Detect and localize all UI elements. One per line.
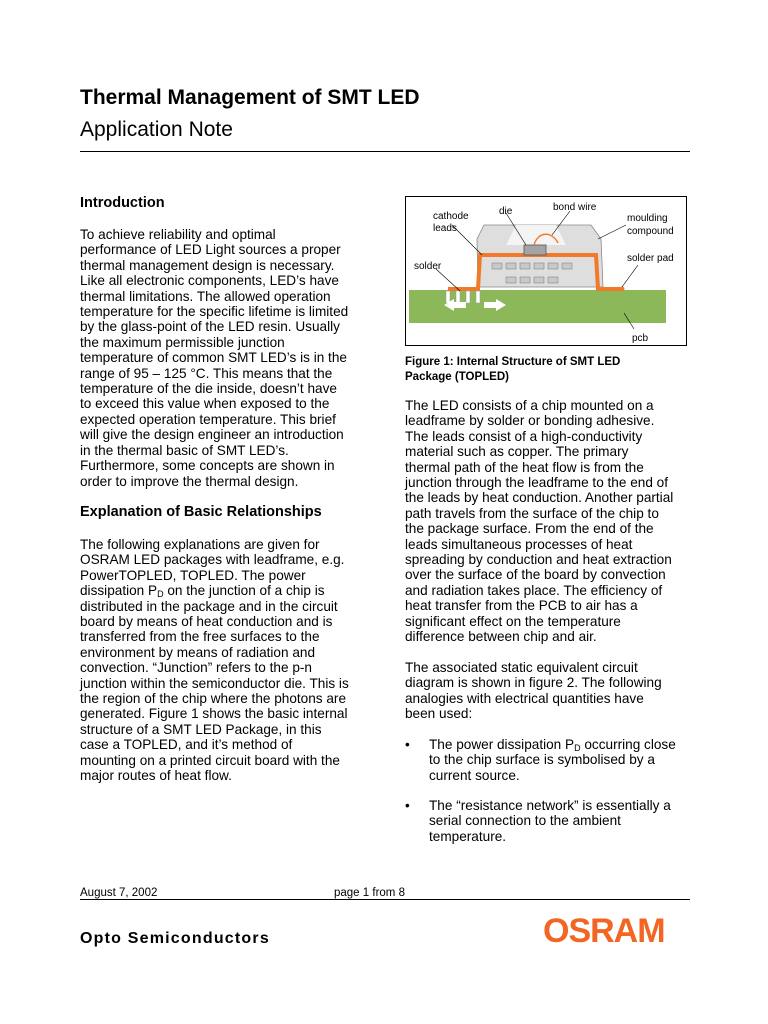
pad: [562, 263, 572, 269]
text-line: Furthermore, some concepts are shown in: [80, 458, 335, 474]
label-moulding: moulding: [627, 213, 668, 224]
caption-line: Package (TOPLED): [405, 371, 509, 383]
text-line: thermal limitations. The allowed operation: [80, 288, 331, 304]
die: [524, 245, 546, 255]
text-line: To achieve reliability and optimal: [80, 227, 276, 242]
text-line: the region of the chip where the photons are: [80, 691, 347, 707]
footer-divider: [80, 899, 690, 900]
pad: [520, 263, 530, 269]
label-pcb: pcb: [632, 333, 649, 344]
text-line: serial connection to the ambient: [429, 813, 621, 829]
subscript: D: [574, 743, 581, 753]
text-line: diagram is shown in figure 2. The following: [405, 675, 662, 691]
title-divider: [80, 151, 690, 152]
footer-date: August 7, 2002: [80, 887, 158, 899]
label-bond-wire: bond wire: [553, 202, 597, 213]
text-line: temperature.: [429, 828, 507, 844]
bullet-item: [405, 798, 705, 848]
text-line: to exceed this value when exposed to the: [80, 396, 330, 412]
text-fragment: The power dissipation P: [429, 737, 575, 752]
text-line: OSRAM LED packages with leadframe, e.g.: [80, 552, 345, 568]
solder-joint: [466, 291, 470, 303]
document-subtitle: Application Note: [80, 118, 233, 141]
pad: [548, 277, 558, 283]
leader-line-solder-pad: [622, 265, 638, 287]
text-line: [80, 583, 380, 598]
pad: [534, 277, 544, 283]
pad: [520, 277, 530, 283]
text-line: material such as copper. The primary: [405, 444, 629, 460]
bullet-marker: •: [405, 737, 410, 752]
text-line: will give the design engineer an introduction: [80, 427, 344, 443]
text-line: environment by means of radiation and: [80, 644, 316, 660]
text-line: been used:: [405, 706, 473, 722]
caption-line: Figure 1: Internal Structure of SMT LED: [405, 356, 621, 368]
text-line: order to improve the thermal design.: [80, 473, 299, 489]
pad: [534, 263, 544, 269]
text-line: range of 95 – 125 °C. This means that the: [80, 365, 333, 381]
label-leads: leads: [433, 223, 457, 234]
text-line: case a TOPLED, and it’s method of: [80, 737, 293, 753]
document-title: Thermal Management of SMT LED: [80, 86, 420, 109]
pad: [548, 263, 558, 269]
solder-joint: [456, 291, 460, 303]
figure-1-diagram: [405, 196, 687, 346]
text-line: temperature of common SMT LED’s is in the: [80, 350, 347, 366]
text-line: thermal management design is necessary.: [80, 257, 335, 273]
basic-relationships-paragraph: [80, 537, 380, 784]
label-die: die: [499, 206, 513, 217]
text-line: performance of LED Light sources a proper: [80, 242, 341, 258]
figure-caption: [405, 355, 620, 385]
introduction-heading: Introduction: [80, 195, 165, 211]
solder-joint: [446, 291, 450, 303]
pad: [506, 263, 516, 269]
basic-relationships-heading: Explanation of Basic Relationships: [80, 504, 322, 520]
text-line: the maximum permissible junction: [80, 334, 285, 350]
text-line: structure of a SMT LED Package, in this: [80, 721, 322, 737]
text-line: spreading by conduction and heat extraction: [405, 552, 672, 568]
text-line: temperature of the die inside, doesn’t have: [80, 381, 337, 397]
led-structure-svg: [406, 197, 686, 345]
text-line: significant effect on the temperature: [405, 613, 621, 629]
text-line: over the surface of the board by convection: [405, 567, 666, 583]
text-line: Like all electronic components, LED’s have: [80, 273, 339, 289]
pad: [492, 263, 502, 269]
text-line: The “resistance network” is essentially a: [429, 798, 671, 813]
text-line: the package surface. From the end of the: [405, 521, 654, 537]
text-fragment: on the junction of a chip is: [163, 583, 325, 599]
bullet-text: [429, 737, 699, 783]
text-line: The associated static equivalent circuit: [405, 660, 638, 675]
text-line: difference between chip and air.: [405, 629, 597, 645]
text-line: temperature for the specific lifetime is limited: [80, 304, 349, 320]
text-line: generated. Figure 1 shows the basic internal: [80, 706, 348, 722]
pad: [506, 277, 516, 283]
text-line: junction within the semiconductor die. This is: [80, 675, 349, 691]
bullet-item: [405, 737, 705, 787]
text-line: to the chip surface is symbolised by a: [429, 752, 655, 768]
text-line: [429, 737, 699, 752]
label-compound: compound: [627, 226, 674, 237]
label-solder: solder: [414, 261, 442, 272]
solder-pad-mark: [620, 287, 625, 292]
division-name: Opto Semiconductors: [80, 930, 270, 947]
text-line: in the thermal basic of SMT LED’s.: [80, 442, 289, 458]
text-line: mounting on a printed circuit board with the: [80, 752, 340, 768]
solder-joint: [476, 291, 480, 303]
text-line: by the glass-point of the LED resin. Usually: [80, 319, 340, 335]
label-cathode: cathode: [433, 211, 469, 222]
text-line: The LED consists of a chip mounted on a: [405, 398, 654, 413]
text-line: board by means of heat conduction and is: [80, 614, 333, 630]
text-line: and radiation takes place. The efficiency of: [405, 582, 663, 598]
text-line: current source.: [429, 767, 520, 783]
text-line: leads simultaneous processes of heat: [405, 536, 633, 552]
label-solder-pad: solder pad: [627, 253, 674, 264]
osram-logo: OSRAM: [543, 912, 665, 950]
introduction-paragraph: [80, 227, 380, 489]
text-line: expected operation temperature. This brief: [80, 411, 336, 427]
text-line: junction through the leadframe to the end of: [405, 475, 668, 491]
text-line: leadframe by solder or bonding adhesive.: [405, 413, 655, 429]
subscript: D: [157, 589, 164, 600]
text-fragment: occurring close: [580, 737, 676, 752]
text-line: heat transfer from the PCB to air has a: [405, 598, 638, 614]
text-line: analogies with electrical quantities have: [405, 690, 644, 706]
led-structure-paragraph: [405, 398, 695, 645]
text-fragment: dissipation P: [80, 583, 158, 599]
text-line: PowerTOPLED, TOPLED. The power: [80, 567, 306, 583]
equivalent-circuit-paragraph: [405, 660, 695, 722]
text-line: path travels from the surface of the chip to: [405, 505, 659, 521]
bullet-marker: •: [405, 798, 410, 813]
text-line: The leads consist of a high-conductivity: [405, 428, 643, 444]
text-line: convection. “Junction” refers to the p-n: [80, 660, 312, 676]
text-line: The following explanations are given for: [80, 537, 320, 552]
text-line: distributed in the package and in the circuit: [80, 598, 338, 614]
text-line: the leads by heat conduction. Another partial: [405, 490, 674, 506]
text-line: major routes of heat flow.: [80, 768, 232, 784]
footer-page-number: page 1 from 8: [334, 887, 405, 899]
bullet-text: [429, 798, 699, 844]
text-line: transferred from the free surfaces to the: [80, 629, 320, 645]
leader-line-moulding: [598, 225, 626, 239]
text-line: thermal path of the heat flow is from the: [405, 459, 644, 475]
